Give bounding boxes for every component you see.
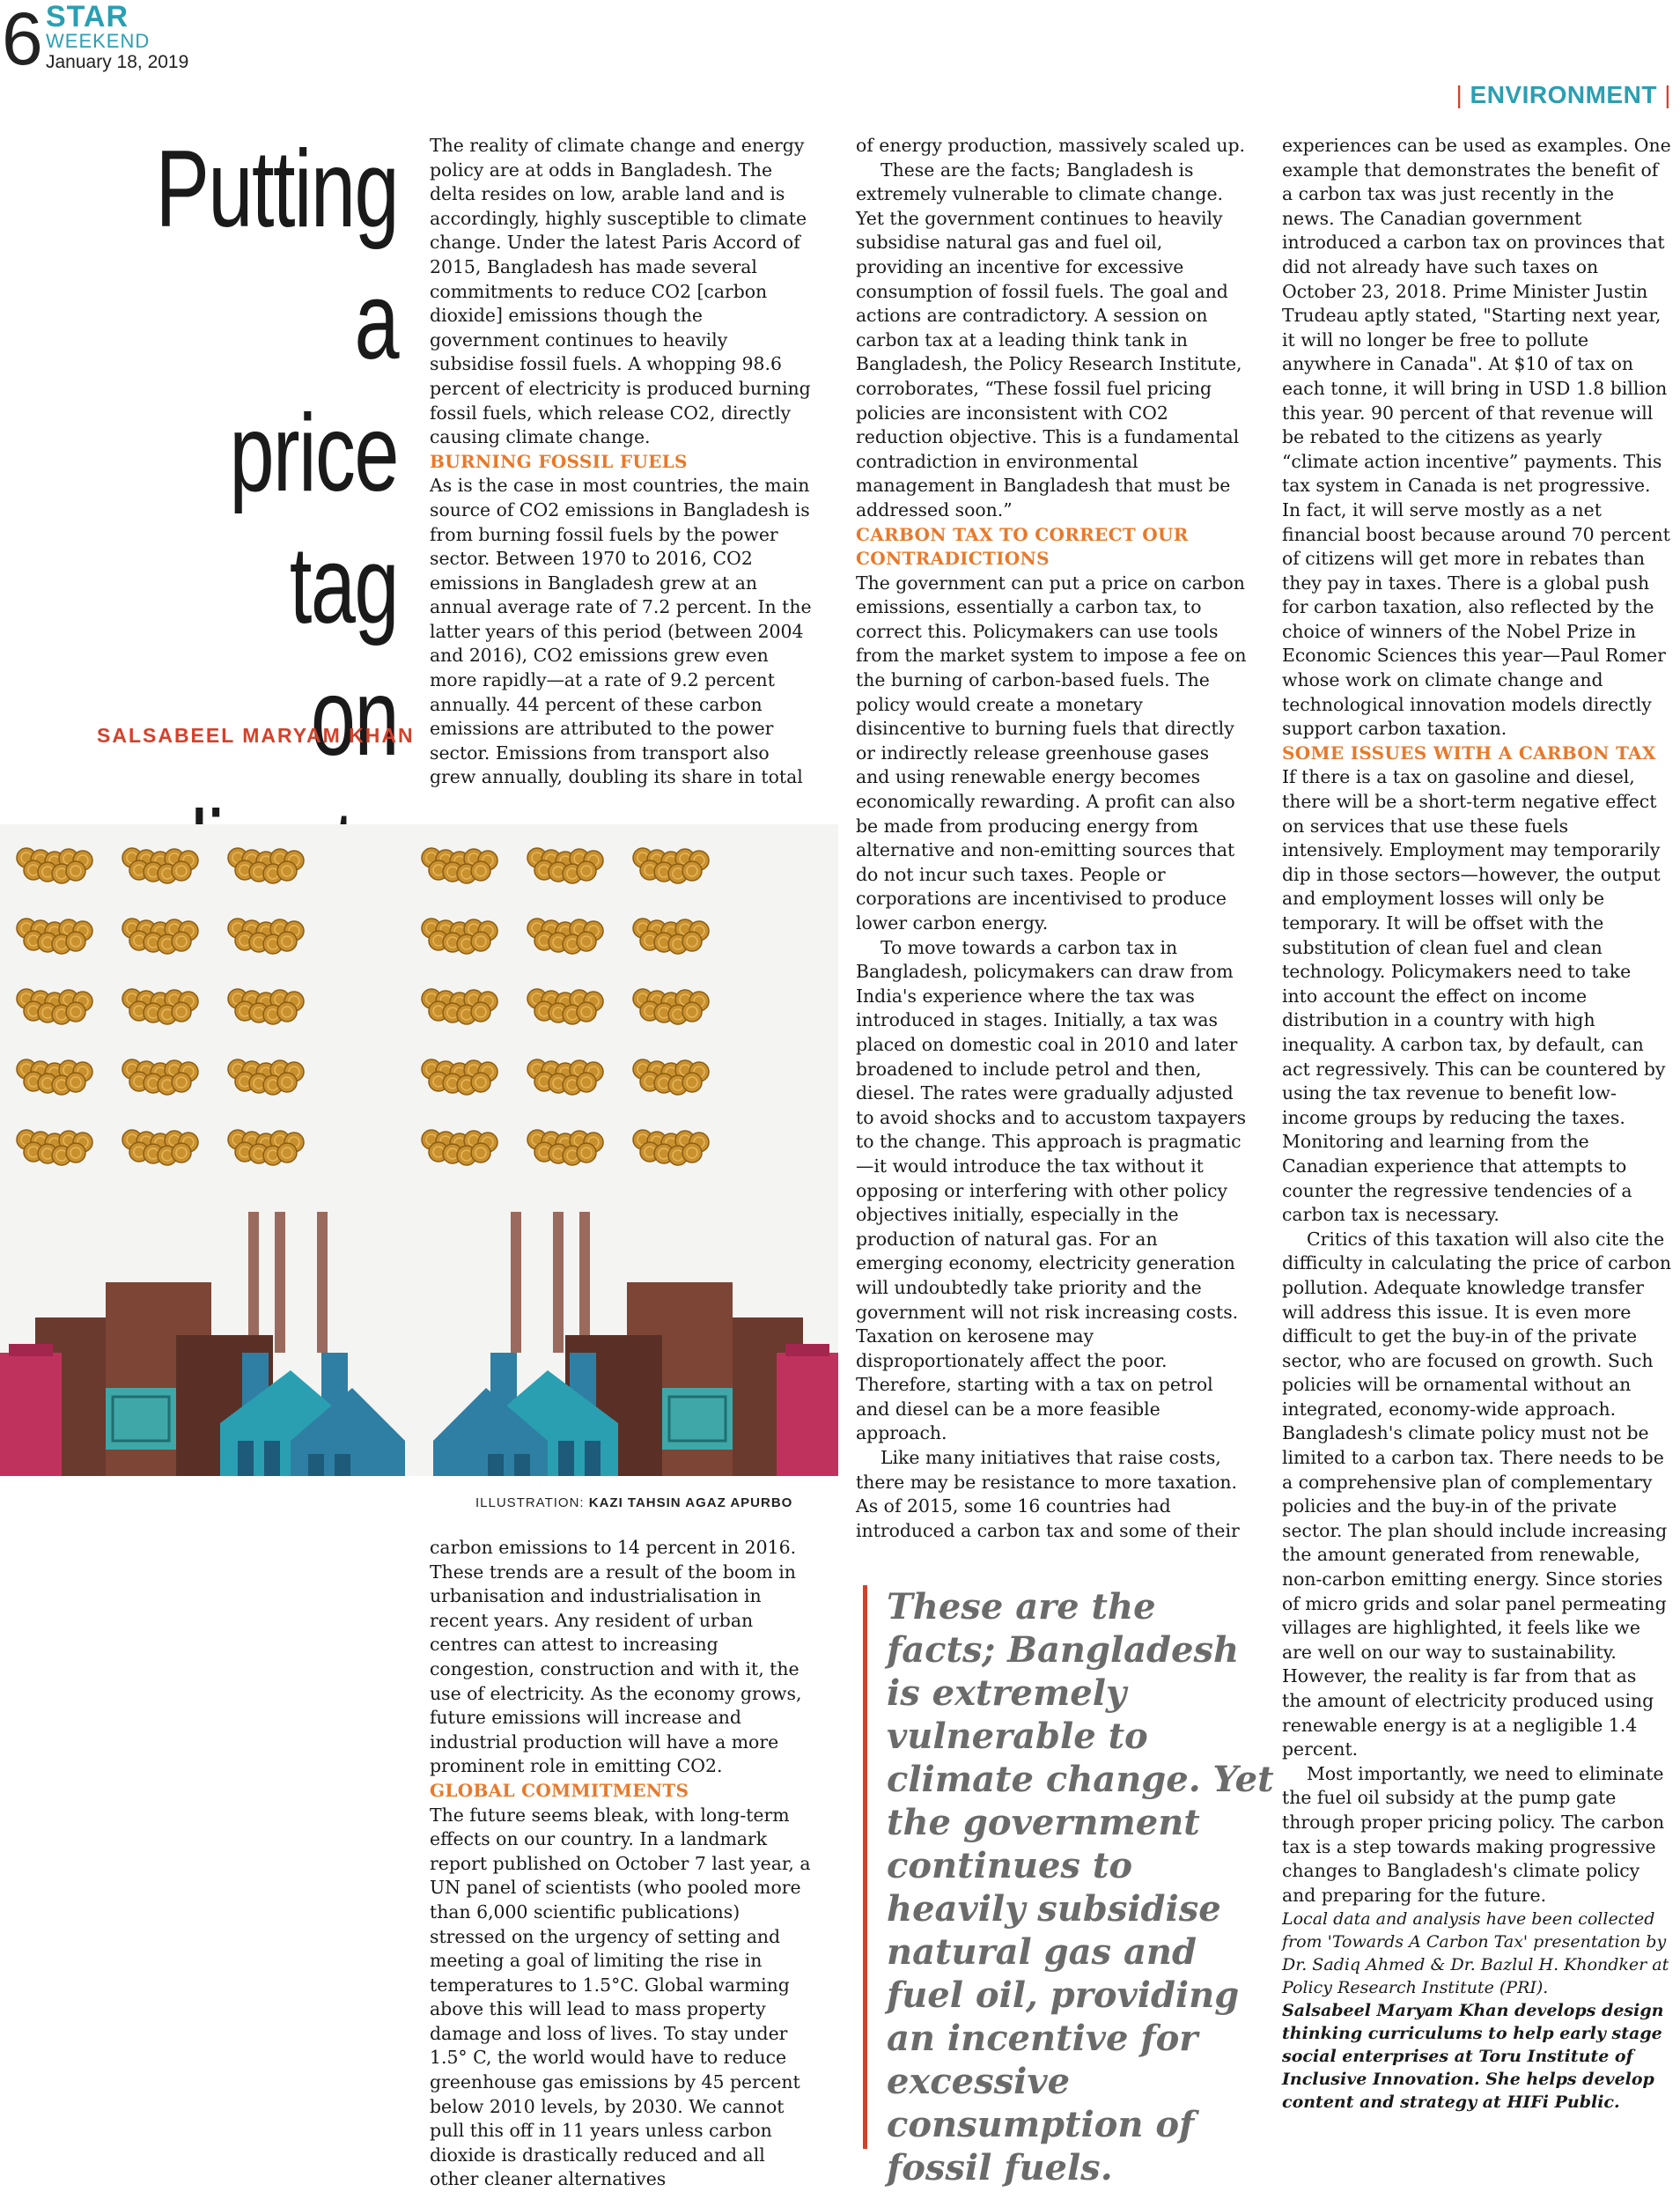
article-column-3 <box>1282 134 1671 2114</box>
coin-icon <box>471 861 490 881</box>
section-bar-left: | <box>1455 81 1463 108</box>
section-label <box>1455 81 1671 109</box>
factory-illustration <box>0 824 838 1476</box>
subheading: CARBON TAX TO CORRECT OUR CONTRADICTIONS <box>856 523 1189 570</box>
article-column-1-bottom <box>430 1536 817 2192</box>
subheading: BURNING FOSSIL FUELS <box>430 450 688 472</box>
article-column-1-top <box>430 134 817 790</box>
coin-icon <box>172 932 191 951</box>
issue-date: January 18, 2019 <box>46 52 189 72</box>
article-column-2 <box>856 134 1247 1543</box>
paragraph: To move towards a carbon tax in Bangladesh, policymakers can draw from India's experience where the tax was introduced in stages. Initially, a tax was placed on domestic coal in 2010 and later broadened to include petrol and then, diesel. The rates were gradually adjusted to avoid shocks and to accustom taxpayers to the change. This approach is pragmatic—it would introduce the tax without it opposing or interfering with other policy objectives initially, especially in the production of natural gas. For an emerging economy, electricity generation will undoubtedly take priority and the government will not risk increasing costs. Taxation on kerosene may disproportionately affect the poor. Therefore, starting with a tax on petrol and diesel can be a more feasible approach. <box>856 936 1247 1444</box>
credit-label: ILLUSTRATION: <box>475 1495 589 1510</box>
coin-icon <box>277 1143 297 1162</box>
paragraph: Critics of this taxation will also cite the difficulty in calculating the price of carbon pollution. Adequate knowledge transfer will address this issue. It is even more difficult to get the buy-in of the private sector, who are focused on growth. Such policies will be ornamental without an integrated, economy-wide approach. Bangladesh's climate policy must not be limited to a carbon tax. There needs to be a comprehensive plan of complementary policies and the buy-in of the private sector. The plan should include increasing the amount generated from renewable, non-carbon emitting energy. Since stories of micro grids and solar panel permeating villages are highlighted, it feels like we are well on our way to sustainability. However, the reality is far from that as the amount of electricity produced using renewable energy is at a negligible 1.4 percent. <box>1282 1228 1671 1760</box>
coin-icon <box>66 932 85 951</box>
coin-icon <box>577 1073 596 1092</box>
coin-icon <box>577 861 596 881</box>
paragraph: These are the facts; Bangladesh is extremely vulnerable to climate change. Yet the government continues to heavily subsidise natural gas and fuel oil, providing an incentive for excessive consumption of fossil fuels. The goal and actions are contradictory. A session on carbon tax at a leading think tank in Bangladesh, the Policy Research Institute, corroborates, “These fossil fuel pricing policies are inconsistent with CO2 reduction objective. This is a fundamental contradiction in environmental management in Bangladesh that must be addressed soon.” <box>856 159 1242 520</box>
subheading: SOME ISSUES WITH A CARBON TAX <box>1282 742 1656 764</box>
coin-icon <box>277 932 297 951</box>
coin-icon <box>577 932 596 951</box>
paragraph: Most importantly, we need to eliminate the fuel oil subsidy at the pump gate through proper pricing policy. The carbon tax is a step towards making progressive changes to Bangladesh's climate policy and preparing for the future. <box>1282 1762 1665 1906</box>
headline-line: price tag <box>229 393 398 646</box>
coin-icon <box>682 1143 702 1162</box>
coin-icon <box>172 861 191 881</box>
coin-icon <box>682 1002 702 1022</box>
headline-line: Putting a <box>155 129 398 382</box>
coin-icon <box>277 861 297 881</box>
coin-icon <box>471 1002 490 1022</box>
paragraph: As is the case in most countries, the main source of CO2 emissions in Bangladesh is from burning fossil fuels by the power sector. Between 1970 to 2016, CO2 emissions in Bangladesh grew at an annual average rate of 7.2 percent. In the latter years of this period (between 2004 and 2016), CO2 emissions grew even more rapidly—at a rate of 9.2 percent annually. 44 percent of these carbon emissions are attributed to the power sector. Emissions from transport also grew annually, doubling its share in total <box>430 475 812 788</box>
paragraph: If there is a tax on gasoline and diesel, there will be a short-term negative effect on services that use these fuels intensively. Employment may temporarily dip in those sectors—however, the output and employment losses will only be temporary. It will be offset with the substitution of clean fuel and clean technology. Policymakers need to take into account the effect on income distribution in a country with high inequality. A carbon tax, by default, can act regressively. This can be countered by using the tax revenue to benefit low-income groups by reducing the taxes. Monitoring and learning from the Canadian experience that attempts to counter the regressive tendencies of a carbon tax is necessary. <box>1282 766 1666 1226</box>
coin-icon <box>172 1143 191 1162</box>
headline-line: on <box>310 657 398 779</box>
section-bar-right: | <box>1664 81 1671 108</box>
sub-brand: WEEKEND <box>46 30 151 52</box>
coin-icon <box>471 1073 490 1092</box>
coin-icon <box>66 1073 85 1092</box>
page-number: 6 <box>2 0 43 80</box>
credit-name: KAZI TAHSIN AGAZ APURBO <box>588 1495 793 1510</box>
paragraph: of energy production, massively scaled up. <box>856 135 1246 156</box>
coin-icon <box>277 1002 297 1022</box>
coin-icon <box>471 932 490 951</box>
author-bio: Salsabeel Maryam Khan develops design thinking curriculums to help early stage social enterprises at Toru Institute of Inclusive Innovation. She helps develop content and strategy at HIFi Public. <box>1282 2001 1664 2113</box>
subheading: GLOBAL COMMITMENTS <box>430 1779 689 1801</box>
paragraph: The reality of climate change and energy policy are at odds in Bangladesh. The delta resides on low, arable land and is accordingly, highly susceptible to climate change. Under the latest Paris Accord of 2015, Bangladesh has made several commitments to reduce CO2 [carbon dioxide] emissions though the government continues to heavily subsidise fossil fuels. A whopping 98.6 percent of electricity is produced burning fossil fuels, which release CO2, directly causing climate change. <box>430 135 811 448</box>
coin-icon <box>471 1143 490 1162</box>
coin-icon <box>172 1002 191 1022</box>
coin-icon <box>577 1002 596 1022</box>
section-name: ENVIRONMENT <box>1470 81 1657 108</box>
brand-logo: STAR <box>46 0 129 33</box>
paragraph: carbon emissions to 14 percent in 2016. These trends are a result of the boom in urbanisation and industrialisation in recent years. Any resident of urban centres can attest to increasing congestion, construction and with it, the use of electricity. As the economy grows, future emissions will increase and industrial production will have a more prominent role in emitting CO2. <box>430 1537 802 1777</box>
paragraph: Like many initiatives that raise costs, there may be resistance to more taxation. As of 2015, some 16 countries had introduced a carbon tax and some of their <box>856 1447 1240 1541</box>
column-3-body <box>1282 134 1671 1908</box>
source-note: Local data and analysis have been collected from 'Towards A Carbon Tax' presentation by Dr. Sadiq Ahmed & Dr. Bazlul H. Khondker at Policy Research Institute (PRI). <box>1282 1909 1669 1998</box>
illustration-credit <box>475 1495 792 1510</box>
coin-icon <box>277 1073 297 1092</box>
coin-icon <box>682 861 702 881</box>
paragraph: The government can put a price on carbon emissions, essentially a carbon tax, to correct this. Policymakers can use tools from the market system to impose a fee on the burning of carbon-based fuels. The policy would create a monetary disincentive to burning fuels that directly or indirectly release greenhouse gases and using renewable energy becomes economically rewarding. A profit can also be made from producing energy from alternative and non-emitting sources that do not incur such taxes. People or corporations are incentivised to produce lower carbon energy. <box>856 572 1247 934</box>
coin-icon <box>172 1073 191 1092</box>
coin-icon <box>682 932 702 951</box>
factory-coins-illustration <box>0 824 838 1476</box>
pull-quote-text: These are the facts; Bangladesh is extremely vulnerable to climate change. Yet the government continues to heavily subsidise natural gas and fuel oil, providing an incentive for excessive consumption of fossil fuels. <box>887 1586 1274 2188</box>
pull-quote <box>863 1585 1274 2188</box>
coin-icon <box>66 1143 85 1162</box>
coin-icon <box>66 861 85 881</box>
paragraph: The future seems bleak, with long-term effects on our country. In a landmark report published on October 7 last year, a UN panel of scientists (who pooled more than 6,000 scientific publications) stressed on the urgency of setting and meeting a goal of limiting the rise in temperatures to 1.5°C. Global warming above this will lead to mass property damage and loss of lives. To stay under 1.5° C, the world would have to reduce greenhouse gas emissions by 45 percent below 2010 levels, by 2030. We cannot pull this off in 11 years unless carbon dioxide is drastically reduced and all other cleaner alternatives <box>430 1804 811 2190</box>
coin-icon <box>577 1143 596 1162</box>
paragraph: experiences can be used as examples. One example that demonstrates the benefit of a carbon tax was just recently in the news. The Canadian government introduced a carbon tax on provinces that did not already have such taxes on October 23, 2018. Prime Minister Justin Trudeau aptly stated, "Starting next year, it will no longer be free to pollute anywhere in Canada". At $10 of tax on each tonne, it will bring in USD 1.8 billion this year. 90 percent of that revenue will be rebated to the citizens as yearly “climate action incentive” payments. This tax system in Canada is net progressive. In fact, it will serve mostly as a net financial boost because around 70 percent of citizens will get more in rebates than they pay in taxes. There is a global push for carbon taxation, also reflected by the choice of winners of the Nobel Prize in Economic Sciences this year—Paul Romer whose work on climate change and technological innovation models directly support carbon taxation. <box>1282 135 1671 740</box>
coin-icon <box>682 1073 702 1092</box>
byline: SALSABEEL MARYAM KHAN <box>97 724 415 747</box>
coin-icon <box>66 1002 85 1022</box>
